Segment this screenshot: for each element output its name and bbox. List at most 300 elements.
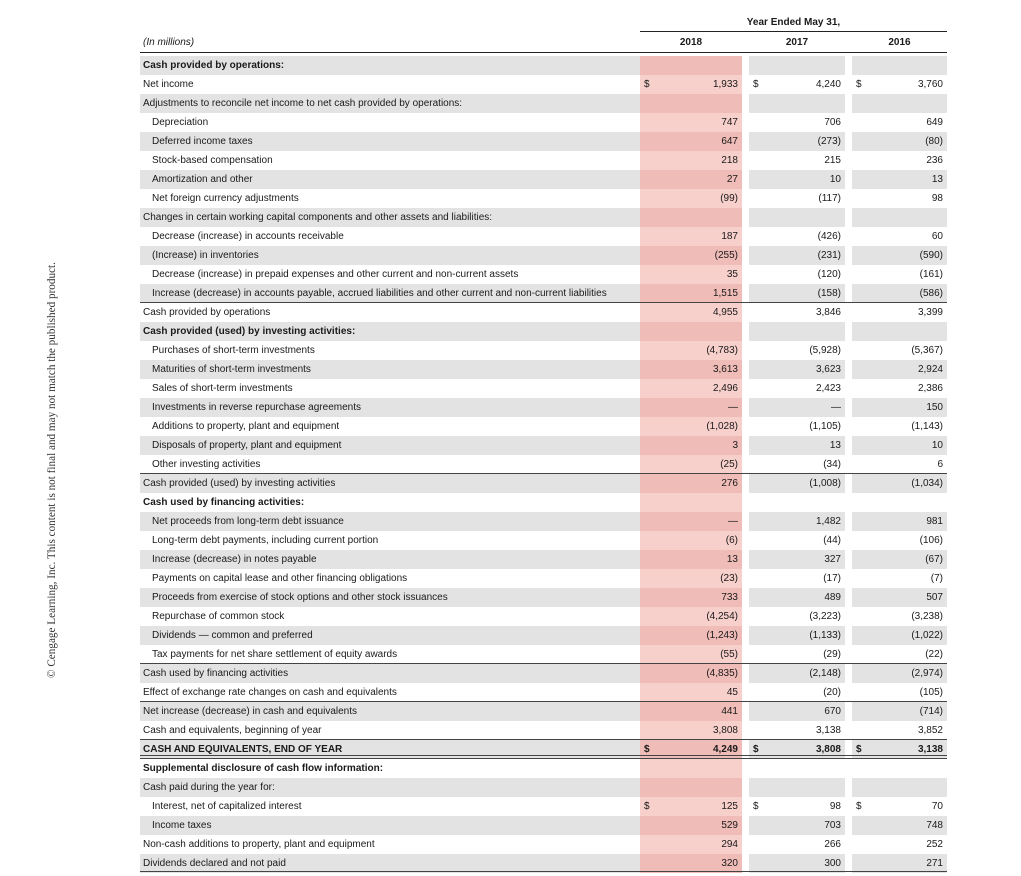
cell-value: 187 — [721, 231, 738, 242]
row-label: Cash provided by operations: — [143, 60, 285, 71]
value-cell-2016 — [852, 702, 947, 721]
row-label: Disposals of property, plant and equipment — [152, 440, 342, 451]
value-cell-2016 — [852, 75, 947, 94]
table-row — [140, 683, 947, 702]
value-cell-2016 — [852, 56, 947, 75]
currency-symbol: $ — [856, 744, 862, 755]
table-row — [140, 208, 947, 227]
cell-value: (5,367) — [911, 345, 943, 356]
value-cell-2018 — [640, 835, 742, 854]
value-cell-2018 — [640, 322, 742, 341]
row-label: Net foreign currency adjustments — [152, 193, 299, 204]
table-row — [140, 816, 947, 835]
value-cell-2016 — [852, 531, 947, 550]
cell-value: (714) — [919, 706, 943, 717]
row-background — [140, 75, 640, 94]
cell-value: — — [831, 402, 841, 413]
table-row — [140, 569, 947, 588]
cell-value: 3,138 — [815, 725, 841, 736]
cell-value: (426) — [817, 231, 841, 242]
cell-value: 13 — [829, 440, 841, 451]
table-row — [140, 265, 947, 284]
value-cell-2017 — [749, 740, 845, 759]
value-cell-2017 — [749, 265, 845, 284]
value-cell-2016 — [852, 512, 947, 531]
row-label: Tax payments for net share settlement of equity awards — [152, 649, 398, 660]
value-cell-2016 — [852, 284, 947, 303]
cell-value: 529 — [721, 820, 738, 831]
value-cell-2016 — [852, 550, 947, 569]
cell-value: (4,254) — [706, 611, 738, 622]
value-cell-2018 — [640, 132, 742, 151]
row-label: Increase (decrease) in notes payable — [152, 554, 317, 565]
value-cell-2018 — [640, 740, 742, 759]
table-row — [140, 56, 947, 75]
cell-value: 252 — [926, 839, 943, 850]
cell-value: 300 — [824, 858, 841, 869]
table-row — [140, 645, 947, 664]
cell-value: 236 — [926, 155, 943, 166]
row-label: (Increase) in inventories — [152, 250, 259, 261]
value-cell-2016 — [852, 645, 947, 664]
table-row — [140, 189, 947, 208]
cell-value: 150 — [926, 402, 943, 413]
cell-value: 507 — [926, 592, 943, 603]
table-row — [140, 664, 947, 683]
row-label: Sales of short-term investments — [152, 383, 293, 394]
value-cell-2018 — [640, 398, 742, 417]
value-cell-2016 — [852, 455, 947, 474]
cell-value: (1,022) — [911, 630, 943, 641]
value-cell-2018 — [640, 721, 742, 740]
value-cell-2018 — [640, 189, 742, 208]
table-row — [140, 360, 947, 379]
row-label: Interest, net of capitalized interest — [152, 801, 302, 812]
value-cell-2016 — [852, 227, 947, 246]
value-cell-2017 — [749, 208, 845, 227]
value-cell-2017 — [749, 474, 845, 493]
row-label: Maturities of short-term investments — [152, 364, 311, 375]
value-cell-2018 — [640, 778, 742, 797]
value-cell-2016 — [852, 569, 947, 588]
cell-value: (17) — [823, 573, 841, 584]
row-label: Dividends declared and not paid — [143, 858, 286, 869]
cell-value: (1,105) — [809, 421, 841, 432]
value-cell-2018 — [640, 588, 742, 607]
cell-value: (2,148) — [809, 668, 841, 679]
value-cell-2016 — [852, 265, 947, 284]
cell-value: — — [728, 402, 738, 413]
cell-value: 98 — [931, 193, 943, 204]
cell-value: (1,028) — [706, 421, 738, 432]
value-cell-2017 — [749, 56, 845, 75]
value-cell-2016 — [852, 360, 947, 379]
cell-value: 218 — [721, 155, 738, 166]
table-row — [140, 113, 947, 132]
cell-value: 4,240 — [815, 79, 841, 90]
table-row — [140, 531, 947, 550]
cell-value: 3,138 — [917, 744, 943, 755]
cell-value: 2,423 — [815, 383, 841, 394]
value-cell-2016 — [852, 94, 947, 113]
row-label: Cash and equivalents, beginning of year — [143, 725, 322, 736]
value-cell-2017 — [749, 113, 845, 132]
value-cell-2018 — [640, 683, 742, 702]
cell-value: (231) — [817, 250, 841, 261]
value-cell-2017 — [749, 835, 845, 854]
value-cell-2017 — [749, 284, 845, 303]
value-cell-2017 — [749, 227, 845, 246]
row-label: Payments on capital lease and other financing obligations — [152, 573, 408, 584]
value-cell-2016 — [852, 417, 947, 436]
value-cell-2017 — [749, 493, 845, 512]
cell-value: 2,386 — [917, 383, 943, 394]
value-cell-2016 — [852, 778, 947, 797]
value-cell-2018 — [640, 227, 742, 246]
cell-value: 1,933 — [712, 79, 738, 90]
value-cell-2016 — [852, 664, 947, 683]
cell-value: 441 — [721, 706, 738, 717]
cell-value: 647 — [721, 136, 738, 147]
table-row — [140, 740, 947, 759]
value-cell-2018 — [640, 607, 742, 626]
row-label: Other investing activities — [152, 459, 261, 470]
cell-value: (55) — [720, 649, 738, 660]
value-cell-2017 — [749, 379, 845, 398]
cell-value: 4,955 — [712, 307, 738, 318]
cell-value: 3,808 — [815, 744, 841, 755]
value-cell-2018 — [640, 493, 742, 512]
table-row — [140, 75, 947, 94]
value-cell-2017 — [749, 607, 845, 626]
cell-value: (99) — [720, 193, 738, 204]
value-cell-2017 — [749, 797, 845, 816]
value-cell-2016 — [852, 246, 947, 265]
cell-value: 60 — [931, 231, 943, 242]
value-cell-2017 — [749, 322, 845, 341]
table-row — [140, 227, 947, 246]
cell-value: 733 — [721, 592, 738, 603]
table-row — [140, 246, 947, 265]
value-cell-2017 — [749, 417, 845, 436]
cell-value: (1,034) — [911, 478, 943, 489]
value-cell-2018 — [640, 265, 742, 284]
cell-value: 320 — [721, 858, 738, 869]
value-cell-2018 — [640, 645, 742, 664]
value-cell-2018 — [640, 569, 742, 588]
cell-value: (161) — [919, 269, 943, 280]
table-row — [140, 588, 947, 607]
cell-value: 3,852 — [917, 725, 943, 736]
table-row — [140, 455, 947, 474]
row-label: Purchases of short-term investments — [152, 345, 315, 356]
year-2016-header: 2016 — [888, 37, 911, 48]
value-cell-2017 — [749, 816, 845, 835]
value-cell-2018 — [640, 474, 742, 493]
table-bottom-rule — [140, 871, 947, 872]
value-cell-2016 — [852, 759, 947, 778]
cell-value: 3,760 — [917, 79, 943, 90]
cell-value: 6 — [937, 459, 943, 470]
table-row — [140, 417, 947, 436]
table-row — [140, 132, 947, 151]
cell-value: 13 — [726, 554, 738, 565]
value-cell-2016 — [852, 740, 947, 759]
value-cell-2017 — [749, 626, 845, 645]
value-cell-2016 — [852, 208, 947, 227]
cell-value: 35 — [726, 269, 738, 280]
table-row — [140, 94, 947, 113]
cell-value: (34) — [823, 459, 841, 470]
table-row — [140, 512, 947, 531]
value-cell-2016 — [852, 151, 947, 170]
table-row — [140, 322, 947, 341]
value-cell-2016 — [852, 170, 947, 189]
cell-value: 747 — [721, 117, 738, 128]
row-label: Depreciation — [152, 117, 209, 128]
cell-value: (3,223) — [809, 611, 841, 622]
value-cell-2017 — [749, 360, 845, 379]
value-cell-2018 — [640, 455, 742, 474]
value-cell-2017 — [749, 151, 845, 170]
value-cell-2017 — [749, 170, 845, 189]
value-cell-2017 — [749, 645, 845, 664]
row-label: CASH AND EQUIVALENTS, END OF YEAR — [143, 744, 343, 755]
row-label: Cash used by financing activities: — [143, 497, 305, 508]
table-row — [140, 151, 947, 170]
watermark-text: © Cengage Learning, Inc. This content is not final and may not match the published product. — [46, 262, 58, 678]
value-cell-2018 — [640, 816, 742, 835]
value-cell-2018 — [640, 246, 742, 265]
cell-value: 703 — [824, 820, 841, 831]
currency-symbol: $ — [753, 79, 759, 90]
cell-value: 670 — [824, 706, 841, 717]
row-label: Cash provided by operations — [143, 307, 271, 318]
value-cell-2017 — [749, 455, 845, 474]
table-row — [140, 493, 947, 512]
cell-value: (3,238) — [911, 611, 943, 622]
cell-value: 45 — [726, 687, 738, 698]
cell-value: (1,243) — [706, 630, 738, 641]
value-cell-2017 — [749, 94, 845, 113]
cell-value: 3,399 — [917, 307, 943, 318]
row-label: Changes in certain working capital components and other assets and liabilities: — [143, 212, 493, 223]
table-row — [140, 797, 947, 816]
cell-value: (29) — [823, 649, 841, 660]
cell-value: (22) — [925, 649, 943, 660]
value-cell-2017 — [749, 702, 845, 721]
value-cell-2018 — [640, 341, 742, 360]
value-cell-2018 — [640, 379, 742, 398]
row-background — [140, 113, 640, 132]
period-rule — [640, 31, 947, 32]
table-row — [140, 759, 947, 778]
row-label: Effect of exchange rate changes on cash and equivalents — [143, 687, 397, 698]
row-label: Long-term debt payments, including current portion — [152, 535, 379, 546]
value-cell-2017 — [749, 569, 845, 588]
value-cell-2017 — [749, 246, 845, 265]
cell-value: 3 — [732, 440, 738, 451]
value-cell-2017 — [749, 132, 845, 151]
table-row — [140, 550, 947, 569]
value-cell-2017 — [749, 550, 845, 569]
row-label: Additions to property, plant and equipment — [152, 421, 340, 432]
value-cell-2017 — [749, 512, 845, 531]
value-cell-2016 — [852, 493, 947, 512]
table-row — [140, 626, 947, 645]
cell-value: 27 — [726, 174, 738, 185]
row-label: Income taxes — [152, 820, 212, 831]
cell-value: 13 — [931, 174, 943, 185]
currency-symbol: $ — [753, 801, 759, 812]
cell-value: 271 — [926, 858, 943, 869]
value-cell-2016 — [852, 113, 947, 132]
value-cell-2016 — [852, 436, 947, 455]
value-cell-2018 — [640, 56, 742, 75]
row-label: Cash used by financing activities — [143, 668, 289, 679]
row-background — [140, 816, 640, 835]
value-cell-2017 — [749, 75, 845, 94]
cell-value: (80) — [925, 136, 943, 147]
cell-value: 489 — [824, 592, 841, 603]
value-cell-2016 — [852, 341, 947, 360]
row-label: Net income — [143, 79, 194, 90]
value-cell-2017 — [749, 778, 845, 797]
value-cell-2016 — [852, 683, 947, 702]
value-cell-2016 — [852, 379, 947, 398]
value-cell-2018 — [640, 360, 742, 379]
value-cell-2016 — [852, 322, 947, 341]
row-label: Stock-based compensation — [152, 155, 273, 166]
cell-value: 10 — [931, 440, 943, 451]
value-cell-2017 — [749, 436, 845, 455]
cell-value: 649 — [926, 117, 943, 128]
row-label: Decrease (increase) in accounts receivable — [152, 231, 344, 242]
cell-value: (5,928) — [809, 345, 841, 356]
cell-value: (117) — [818, 193, 841, 204]
cell-value: (120) — [817, 269, 841, 280]
row-label: Deferred income taxes — [152, 136, 253, 147]
cell-value: (4,783) — [706, 345, 738, 356]
value-cell-2018 — [640, 550, 742, 569]
cell-value: 70 — [931, 801, 943, 812]
row-label: Investments in reverse repurchase agreements — [152, 402, 361, 413]
table-row — [140, 341, 947, 360]
table-row — [140, 379, 947, 398]
currency-symbol: $ — [856, 801, 862, 812]
table-row — [140, 778, 947, 797]
year-2018-header: 2018 — [679, 37, 703, 48]
value-cell-2018 — [640, 436, 742, 455]
row-label: Adjustments to reconcile net income to net cash provided by operations: — [143, 98, 463, 109]
value-cell-2018 — [640, 170, 742, 189]
cell-value: 125 — [721, 801, 738, 812]
value-cell-2017 — [749, 588, 845, 607]
row-label: Dividends — common and preferred — [152, 630, 313, 641]
currency-symbol: $ — [644, 79, 650, 90]
value-cell-2017 — [749, 303, 845, 322]
cell-value: (25) — [720, 459, 738, 470]
cell-value: (2,974) — [911, 668, 943, 679]
cell-value: 706 — [824, 117, 841, 128]
value-cell-2016 — [852, 721, 947, 740]
cell-value: 10 — [829, 174, 841, 185]
cell-value: (255) — [714, 250, 738, 261]
cell-value: 2,496 — [712, 383, 738, 394]
table-row — [140, 721, 947, 740]
value-cell-2016 — [852, 797, 947, 816]
cell-value: (158) — [817, 288, 841, 299]
cell-value: (590) — [919, 250, 943, 261]
table-row — [140, 436, 947, 455]
cell-value: (44) — [823, 535, 841, 546]
value-cell-2018 — [640, 151, 742, 170]
row-label: Increase (decrease) in accounts payable, accrued liabilities and other current and non-current liabilities — [152, 288, 607, 299]
value-cell-2018 — [640, 531, 742, 550]
cell-value: (106) — [919, 535, 943, 546]
value-cell-2017 — [749, 721, 845, 740]
value-cell-2017 — [749, 683, 845, 702]
cell-value: 294 — [721, 839, 738, 850]
cell-value: 327 — [824, 554, 841, 565]
value-cell-2017 — [749, 531, 845, 550]
cell-value: — — [728, 516, 738, 527]
table-row — [140, 303, 947, 322]
value-cell-2016 — [852, 588, 947, 607]
row-label: Net increase (decrease) in cash and equivalents — [143, 706, 358, 717]
row-label: Supplemental disclosure of cash flow information: — [143, 763, 384, 774]
value-cell-2016 — [852, 132, 947, 151]
cell-value: 98 — [829, 801, 841, 812]
row-label: Cash provided (used) by investing activities — [143, 478, 336, 489]
value-cell-2016 — [852, 816, 947, 835]
table-row — [140, 702, 947, 721]
value-cell-2017 — [749, 189, 845, 208]
value-cell-2017 — [749, 398, 845, 417]
value-cell-2018 — [640, 626, 742, 645]
currency-symbol: $ — [644, 801, 650, 812]
cell-value: (105) — [919, 687, 943, 698]
cell-value: 266 — [824, 839, 841, 850]
cell-value: (273) — [817, 136, 841, 147]
value-cell-2016 — [852, 303, 947, 322]
value-cell-2018 — [640, 284, 742, 303]
row-label: Non-cash additions to property, plant and equipment — [143, 839, 375, 850]
cell-value: 215 — [824, 155, 841, 166]
value-cell-2017 — [749, 759, 845, 778]
table-row — [140, 170, 947, 189]
row-label: Cash provided (used) by investing activities: — [143, 326, 356, 337]
cell-value: (23) — [720, 573, 738, 584]
currency-symbol: $ — [856, 79, 862, 90]
row-label: Decrease (increase) in prepaid expenses and other current and non-current assets — [152, 269, 519, 280]
value-cell-2018 — [640, 512, 742, 531]
currency-symbol: $ — [644, 744, 650, 755]
value-cell-2017 — [749, 341, 845, 360]
table-row — [140, 835, 947, 854]
cell-value: (6) — [725, 535, 738, 546]
cell-value: (586) — [919, 288, 943, 299]
table-row — [140, 398, 947, 417]
cell-value: (1,143) — [911, 421, 943, 432]
row-label: Repurchase of common stock — [152, 611, 285, 622]
units-label: (In millions) — [143, 37, 195, 48]
cell-value: 2,924 — [917, 364, 943, 375]
row-label: Cash paid during the year for: — [143, 782, 275, 793]
row-label: Net proceeds from long-term debt issuance — [152, 516, 344, 527]
value-cell-2017 — [749, 664, 845, 683]
header-rule — [140, 52, 947, 53]
